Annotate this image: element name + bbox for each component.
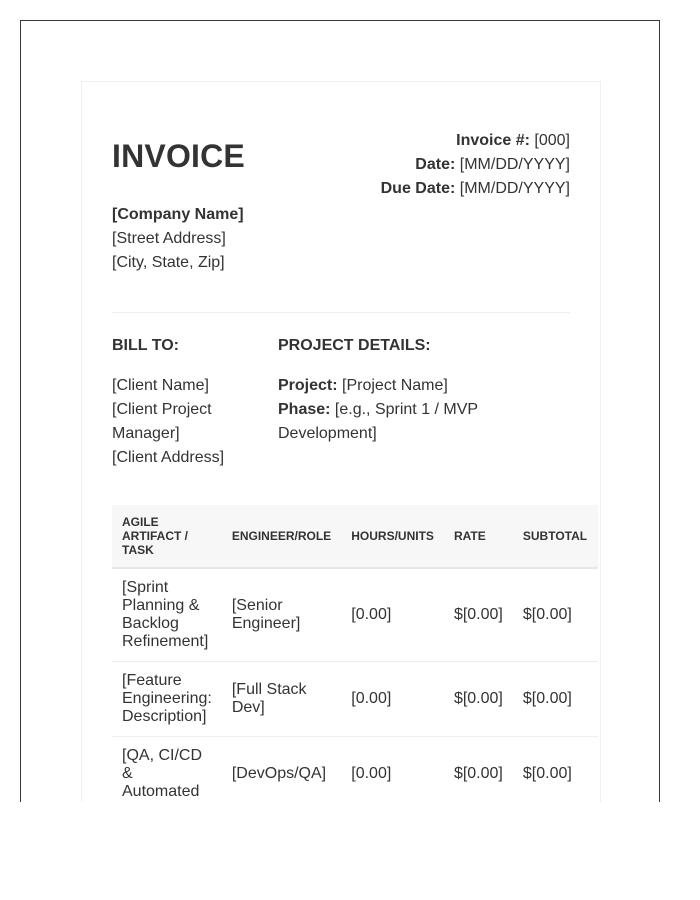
invoice-due-date <box>381 177 570 201</box>
header-role: ENGINEER/ROLE <box>222 505 341 568</box>
bill-to-section <box>112 334 252 470</box>
header-hours: HOURS/UNITS <box>341 505 444 568</box>
invoice-meta <box>381 129 570 201</box>
invoice-number-value: [000] <box>534 132 570 149</box>
company-name: [Company Name] <box>112 206 244 223</box>
table-row <box>112 568 598 662</box>
invoice-number-label: Invoice #: <box>456 132 530 149</box>
page-frame <box>20 20 660 802</box>
row-subtotal: $[0.00] <box>513 662 598 737</box>
client-address: [Client Address] <box>112 449 225 466</box>
header-rate: RATE <box>444 505 513 568</box>
row-task: [Sprint Planning & Backlog Refinement] <box>112 568 222 662</box>
row-role: [Senior Engineer] <box>222 568 341 662</box>
table-row <box>112 737 598 803</box>
client-name: [Client Name] <box>112 377 209 394</box>
row-rate: $[0.00] <box>444 662 513 737</box>
row-hours: [0.00] <box>341 568 444 662</box>
table-row <box>112 662 598 737</box>
row-rate: $[0.00] <box>444 737 513 803</box>
company-city: [City, State, Zip] <box>112 254 225 271</box>
section-divider <box>112 312 570 313</box>
invoice-title: INVOICE <box>112 138 245 174</box>
row-task: [QA, CI/CD & Automated <box>112 737 222 803</box>
row-task: [Feature Engineering: Description] <box>112 662 222 737</box>
header-subtotal: SUBTOTAL <box>513 505 598 568</box>
row-hours: [0.00] <box>341 662 444 737</box>
company-street: [Street Address] <box>112 230 226 247</box>
phase-value: [e.g., Sprint 1 / MVP Development] <box>278 401 478 442</box>
row-role: [DevOps/QA] <box>222 737 341 803</box>
project-line <box>278 374 518 398</box>
row-role: [Full Stack Dev] <box>222 662 341 737</box>
bill-to-heading: BILL TO: <box>112 337 179 354</box>
phase-line <box>278 398 518 446</box>
invoice-due-date-label: Due Date: <box>380 180 456 197</box>
row-hours: [0.00] <box>341 737 444 803</box>
project-details-heading: PROJECT DETAILS: <box>278 337 431 354</box>
invoice-number <box>381 129 570 153</box>
project-label: Project: <box>278 377 338 394</box>
project-value: [Project Name] <box>342 377 448 394</box>
invoice-date <box>381 153 570 177</box>
invoice-document <box>81 81 601 802</box>
client-project-manager: [Client Project Manager] <box>112 401 212 442</box>
phase-label: Phase: <box>278 401 331 418</box>
invoice-date-label: Date: <box>415 156 456 173</box>
row-subtotal: $[0.00] <box>513 737 598 803</box>
invoice-due-date-value: [MM/DD/YYYY] <box>459 180 570 197</box>
line-items-table <box>112 505 598 802</box>
row-subtotal: $[0.00] <box>513 568 598 662</box>
table-header-row <box>112 505 598 568</box>
company-info <box>112 203 244 275</box>
project-details-section <box>278 334 518 446</box>
invoice-date-value: [MM/DD/YYYY] <box>459 156 570 173</box>
row-rate: $[0.00] <box>444 568 513 662</box>
header-task: AGILE ARTIFACT / TASK <box>112 505 222 568</box>
